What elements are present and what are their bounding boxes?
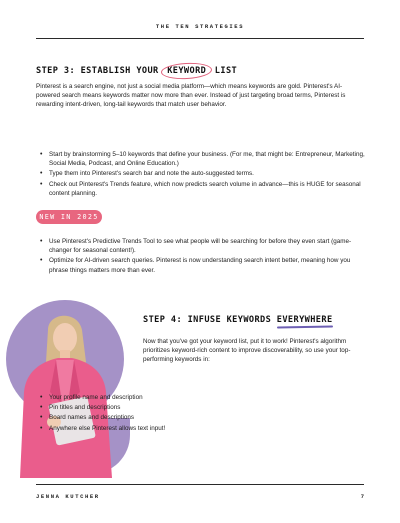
step3-bullet-list: [36, 150, 366, 199]
new-features-list: [36, 237, 366, 276]
list-item: • Check out Pinterest's Trends feature, which now predicts search volume in advance—this is HUGE for seasonal content planning.: [36, 180, 366, 198]
step3-heading-suffix: LIST: [209, 66, 238, 76]
step3-intro: Pinterest is a search engine, not just a social media platform—which means keywords are gold. Pinterest's AI-powered search means keywords matter now more than ever. Instead of just targeting broad terms, Pinterest is rewarding intent-driven, long-tail keywords that match user behavior.: [36, 83, 346, 109]
underlined-word: EVERYWHERE: [276, 315, 333, 325]
top-divider: [36, 38, 364, 39]
list-item: • Optimize for AI-driven search queries. Pinterest is now understanding search intent better, meaning how you phrase things matters more than ever.: [36, 256, 366, 274]
circled-keyword: KEYWORD: [164, 66, 209, 76]
author-photo: [0, 300, 130, 478]
list-item: • Type them into Pinterest's search bar and note the auto-suggested terms.: [36, 169, 366, 178]
step3-heading: [36, 66, 366, 76]
step4-heading-prefix: STEP 4: INFUSE KEYWORDS: [143, 315, 277, 325]
list-item: • Your profile name and description: [36, 393, 366, 402]
page-number: 7: [360, 493, 364, 500]
person-illustration: [0, 300, 130, 478]
list-item: • Pin titles and descriptions: [36, 403, 366, 412]
step4-heading: [143, 315, 373, 325]
footer-author: JENNA KUTCHER: [36, 493, 100, 500]
list-item: • Anywhere else Pinterest allows text input!: [36, 424, 366, 433]
list-item: • Start by brainstorming 5–10 keywords that define your business. (For me, that might be: Entrepreneur, Marketing, Social Media, Podcast, and Online Education.): [36, 150, 366, 168]
step4-bullet-list: [36, 393, 366, 434]
bottom-divider: [36, 484, 364, 485]
step3-heading-prefix: STEP 3: ESTABLISH YOUR: [36, 66, 165, 76]
new-in-2025-badge: NEW IN 2025: [36, 210, 102, 224]
list-item: • Board names and descriptions: [36, 413, 366, 422]
list-item: • Use Pinterest's Predictive Trends Tool to see what people will be searching for before they even start (game-changer for seasonal content!).: [36, 237, 366, 255]
step4-intro: Now that you've got your keyword list, put it to work! Pinterest's algorithm prioritizes keyword-rich content to improve discoverability, so use your top-performing keywords in:: [143, 338, 351, 364]
header-label: THE TEN STRATEGIES: [155, 23, 245, 30]
